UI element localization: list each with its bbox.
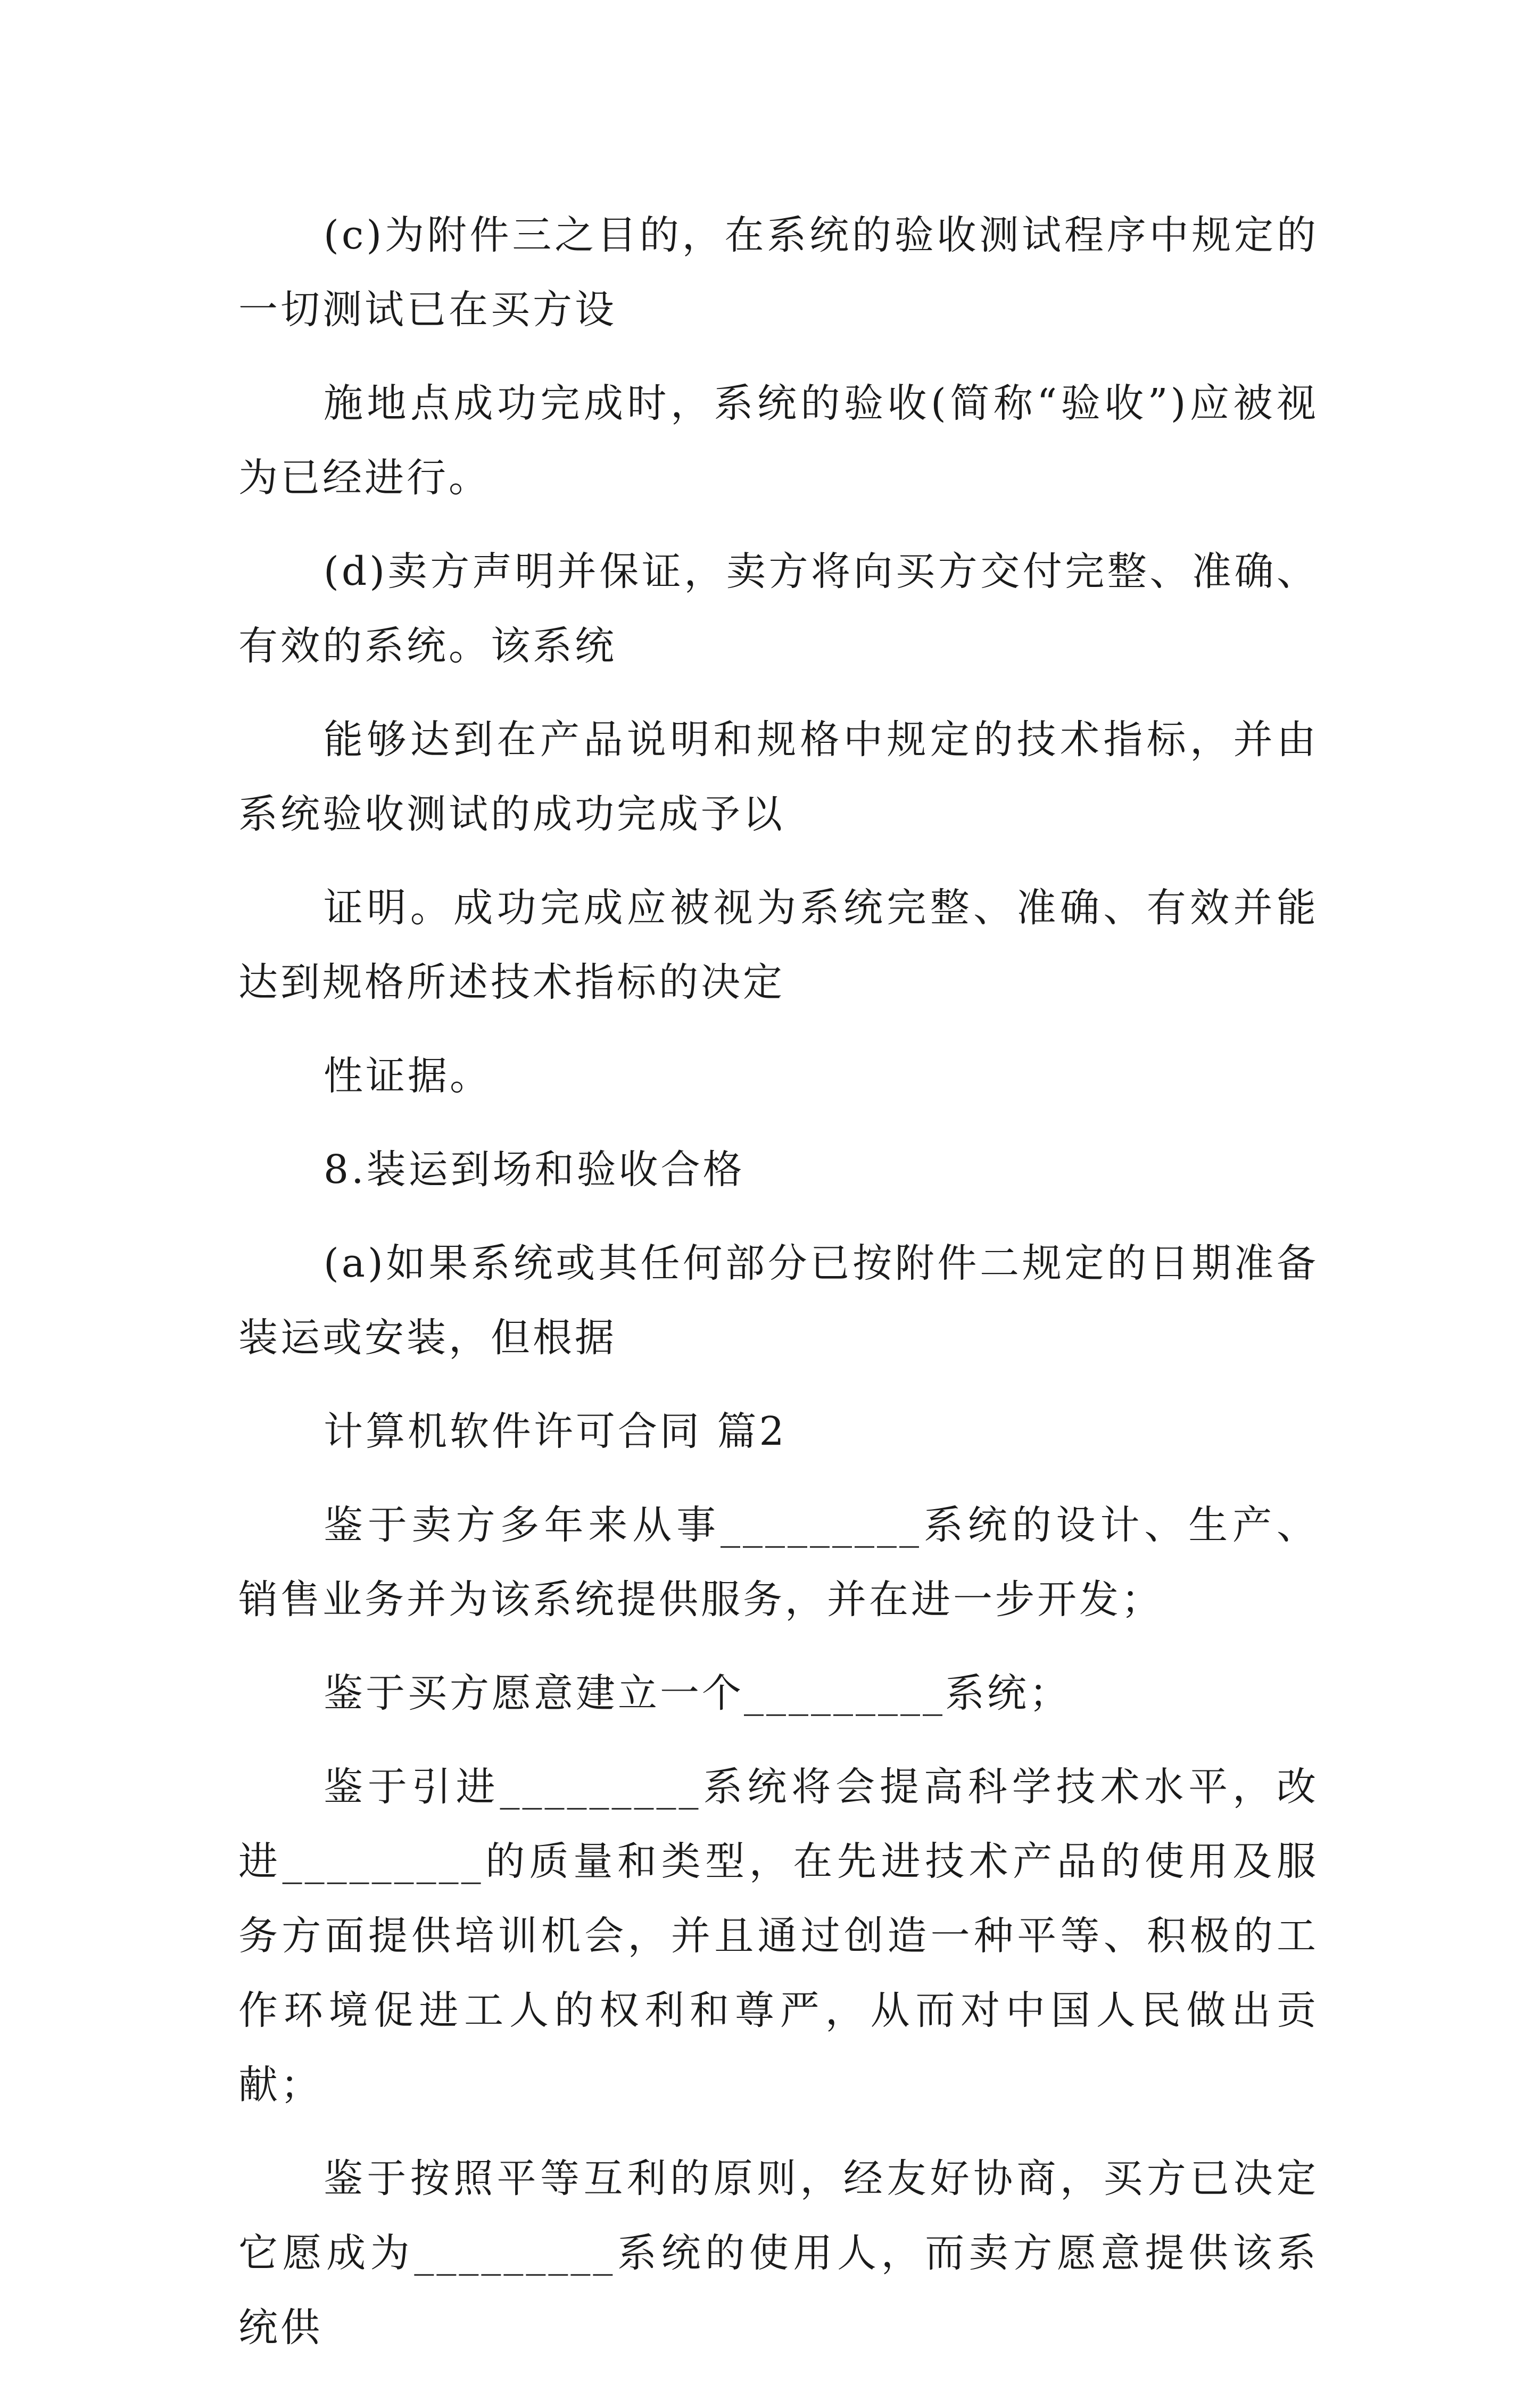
paragraph-shipment-ready: (a)如果系统或其任何部分已按附件二规定的日期准备装运或安装，但根据 bbox=[238, 1240, 1319, 1361]
paragraph-recital-agreement: 鉴于按照平等互利的原则，经友好协商，买方已决定它愿成为_________系统的使用人，而卖方愿意提供该系统供 bbox=[238, 2156, 1319, 2350]
contract-title: 计算机软件许可合同 篇2 bbox=[324, 1409, 787, 1454]
paragraph-recital-buyer: 鉴于买方愿意建立一个_________系统； bbox=[324, 1670, 1071, 1716]
paragraph-seller-warranty: (d)卖方声明并保证，卖方将向买方交付完整、准确、有效的系统。该系统 bbox=[238, 549, 1319, 669]
paragraph-acceptance-tests: (c)为附件三之目的，在系统的验收测试程序中规定的一切测试已在买方设 bbox=[238, 212, 1319, 333]
paragraph-evidence: 性证据。 bbox=[324, 1053, 492, 1099]
paragraph-technical-specs: 能够达到在产品说明和规格中规定的技术指标，并由系统验收测试的成功完成予以 bbox=[238, 717, 1319, 837]
document-body bbox=[238, 198, 1319, 2384]
paragraph-recital-seller: 鉴于卖方多年来从事_________系统的设计、生产、销售业务并为该系统提供服务，并在进一步开发； bbox=[238, 1502, 1319, 1623]
paragraph-proof: 证明。成功完成应被视为系统完整、准确、有效并能达到规格所述技术指标的决定 bbox=[238, 885, 1319, 1005]
paragraph-acceptance-deemed: 施地点成功完成时，系统的验收(简称“验收”)应被视为已经进行。 bbox=[238, 380, 1319, 501]
paragraph-recital-benefits: 鉴于引进_________系统将会提高科学技术水平，改进_________的质量和类型，在先进技术产品的使用及服务方面提供培训机会，并且通过创造一种平等、积极的工作环境促进工人的权利和尊严，从而对中国人民做出贡献； bbox=[238, 1764, 1319, 2108]
section-heading-shipment: 8.装运到场和验收合格 bbox=[324, 1147, 745, 1193]
